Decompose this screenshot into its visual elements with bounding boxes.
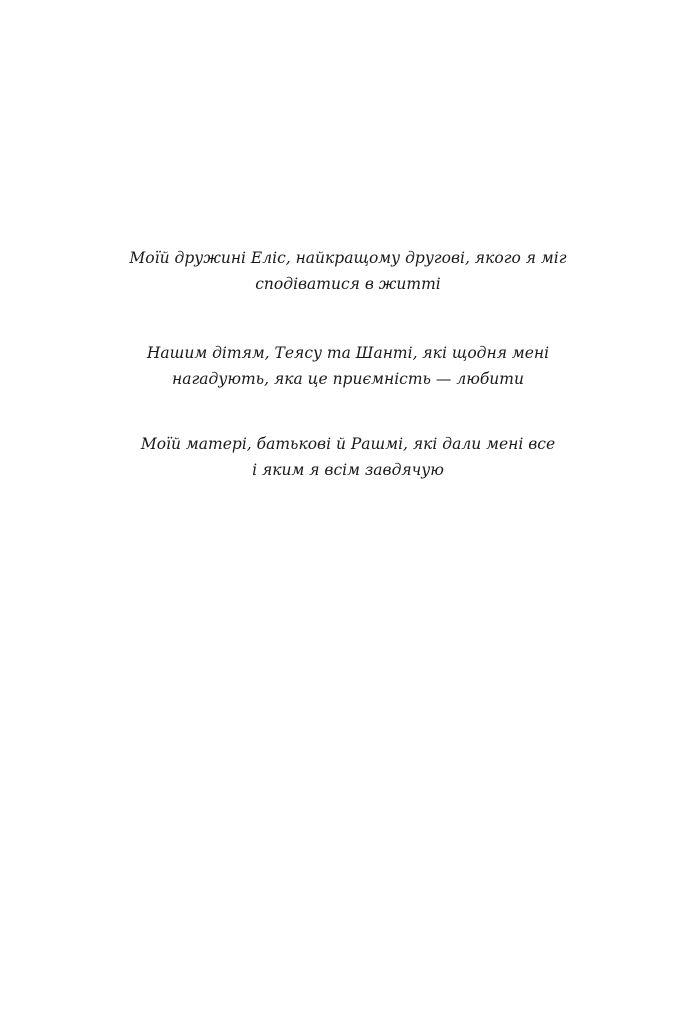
dedication-line: Моїй матері, батькові й Рашмі, які дали мені все xyxy=(140,435,556,453)
dedication-line: нагадують, яка це приємність — любити xyxy=(172,370,524,388)
dedication-to-wife xyxy=(0,245,696,297)
dedication-line: і яким я всім завдячую xyxy=(252,461,444,479)
dedication-line: Моїй дружині Еліс, найкращому другові, якого я міг xyxy=(129,249,567,267)
dedication-line: Нашим дітям, Теясу та Шанті, які щодня мені xyxy=(146,344,550,362)
dedication-line: сподіватися в житті xyxy=(255,275,441,293)
dedication-to-children xyxy=(0,340,696,392)
dedication-to-parents xyxy=(0,431,696,483)
